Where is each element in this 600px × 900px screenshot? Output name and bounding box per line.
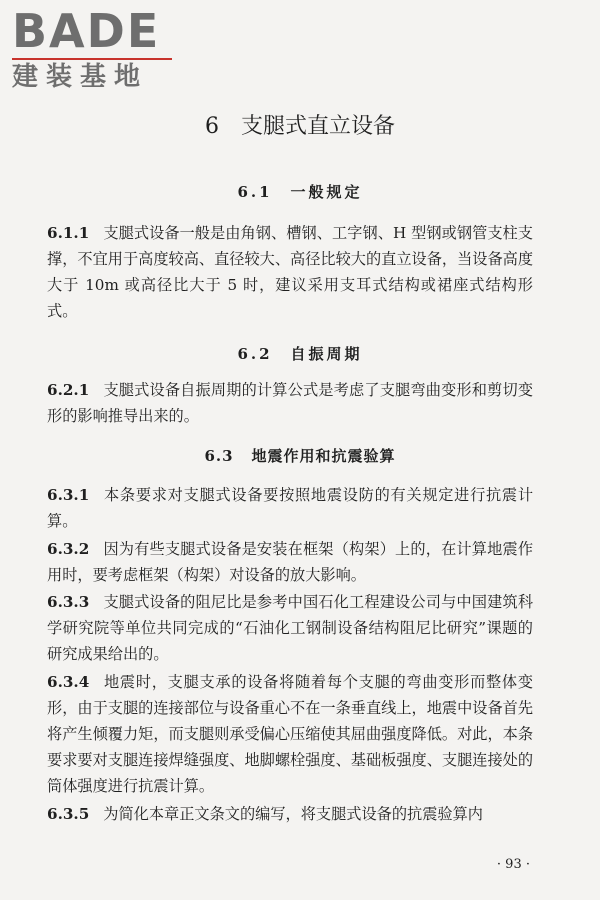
- section-title-text: 地震作用和抗震验算: [251, 447, 396, 465]
- section-number: 6.1: [237, 183, 273, 201]
- clause-number: 6.3.4: [47, 673, 90, 691]
- clause-text: 为简化本章正文条文的编写，将支腿式设备的抗震验算内: [103, 805, 483, 823]
- clause-text: 地震时，支腿支承的设备将随着每个支腿的弯曲变形而整体变形，由于支腿的连接部位与设备重心不在一条垂直线上，地震中设备首先将产生倾覆力矩，而支腿则承受偏心压缩使其屈曲强度降低。对此，本条要求要对支腿连接焊缝强度、地脚螺栓强度、基础板强度、支腿连接处的筒体强度进行抗震计算。: [47, 673, 533, 795]
- section-heading-6-1: [0, 182, 600, 202]
- clause-6-3-3: [47, 589, 533, 667]
- clause-6-3-1: [47, 482, 533, 534]
- chapter-number: 6: [204, 114, 219, 139]
- clause-text: 本条要求对支腿式设备要按照地震设防的有关规定进行抗震计算。: [47, 486, 533, 530]
- section-title-text: 自振周期: [290, 345, 363, 363]
- clause-6-3-5: [47, 801, 533, 827]
- clause-6-3-4: [47, 669, 533, 799]
- clause-text: 支腿式设备自振周期的计算公式是考虑了支腿弯曲变形和剪切变形的影响推导出来的。: [47, 381, 533, 425]
- clause-6-3-2: [47, 536, 533, 588]
- clause-text: 支腿式设备的阻尼比是参考中国石化工程建设公司与中国建筑科学研究院等单位共同完成的“石油化工钢制设备结构阻尼比研究”课题的研究成果给出的。: [47, 593, 533, 663]
- clause-number: 6.3.3: [47, 593, 90, 611]
- logo-subtitle: 建装基地: [12, 62, 149, 92]
- chapter-title-text: 支腿式直立设备: [240, 114, 395, 139]
- section-number: 6.3: [204, 447, 234, 465]
- logo-brand: BADE: [12, 4, 161, 58]
- clause-number: 6.3.2: [47, 540, 90, 558]
- section-heading-6-3: [0, 446, 600, 466]
- bade-logo: [12, 6, 182, 92]
- chapter-title: [0, 113, 600, 141]
- page-number: · 93 ·: [496, 857, 530, 872]
- clause-6-1-1: [47, 220, 533, 324]
- logo-divider: [12, 58, 172, 60]
- clause-number: 6.3.1: [47, 486, 90, 504]
- clause-6-2-1: [47, 377, 533, 429]
- clause-number: 6.2.1: [47, 381, 90, 399]
- clause-number: 6.1.1: [47, 224, 90, 242]
- clause-number: 6.3.5: [47, 805, 90, 823]
- section-number: 6.2: [237, 345, 273, 363]
- clause-text: 因为有些支腿式设备是安装在框架（构架）上的，在计算地震作用时，要考虑框架（构架）对设备的放大影响。: [47, 540, 533, 584]
- clause-text: 支腿式设备一般是由角钢、槽钢、工字钢、H 型钢或钢管支柱支撑，不宜用于高度较高、直径较大、高径比较大的直立设备，当设备高度大于 10m 或高径比大于 5 时，建议采用支耳式结构或裙座式结构形式。: [47, 224, 533, 320]
- section-title-text: 一般规定: [290, 183, 363, 201]
- section-heading-6-2: [0, 344, 600, 364]
